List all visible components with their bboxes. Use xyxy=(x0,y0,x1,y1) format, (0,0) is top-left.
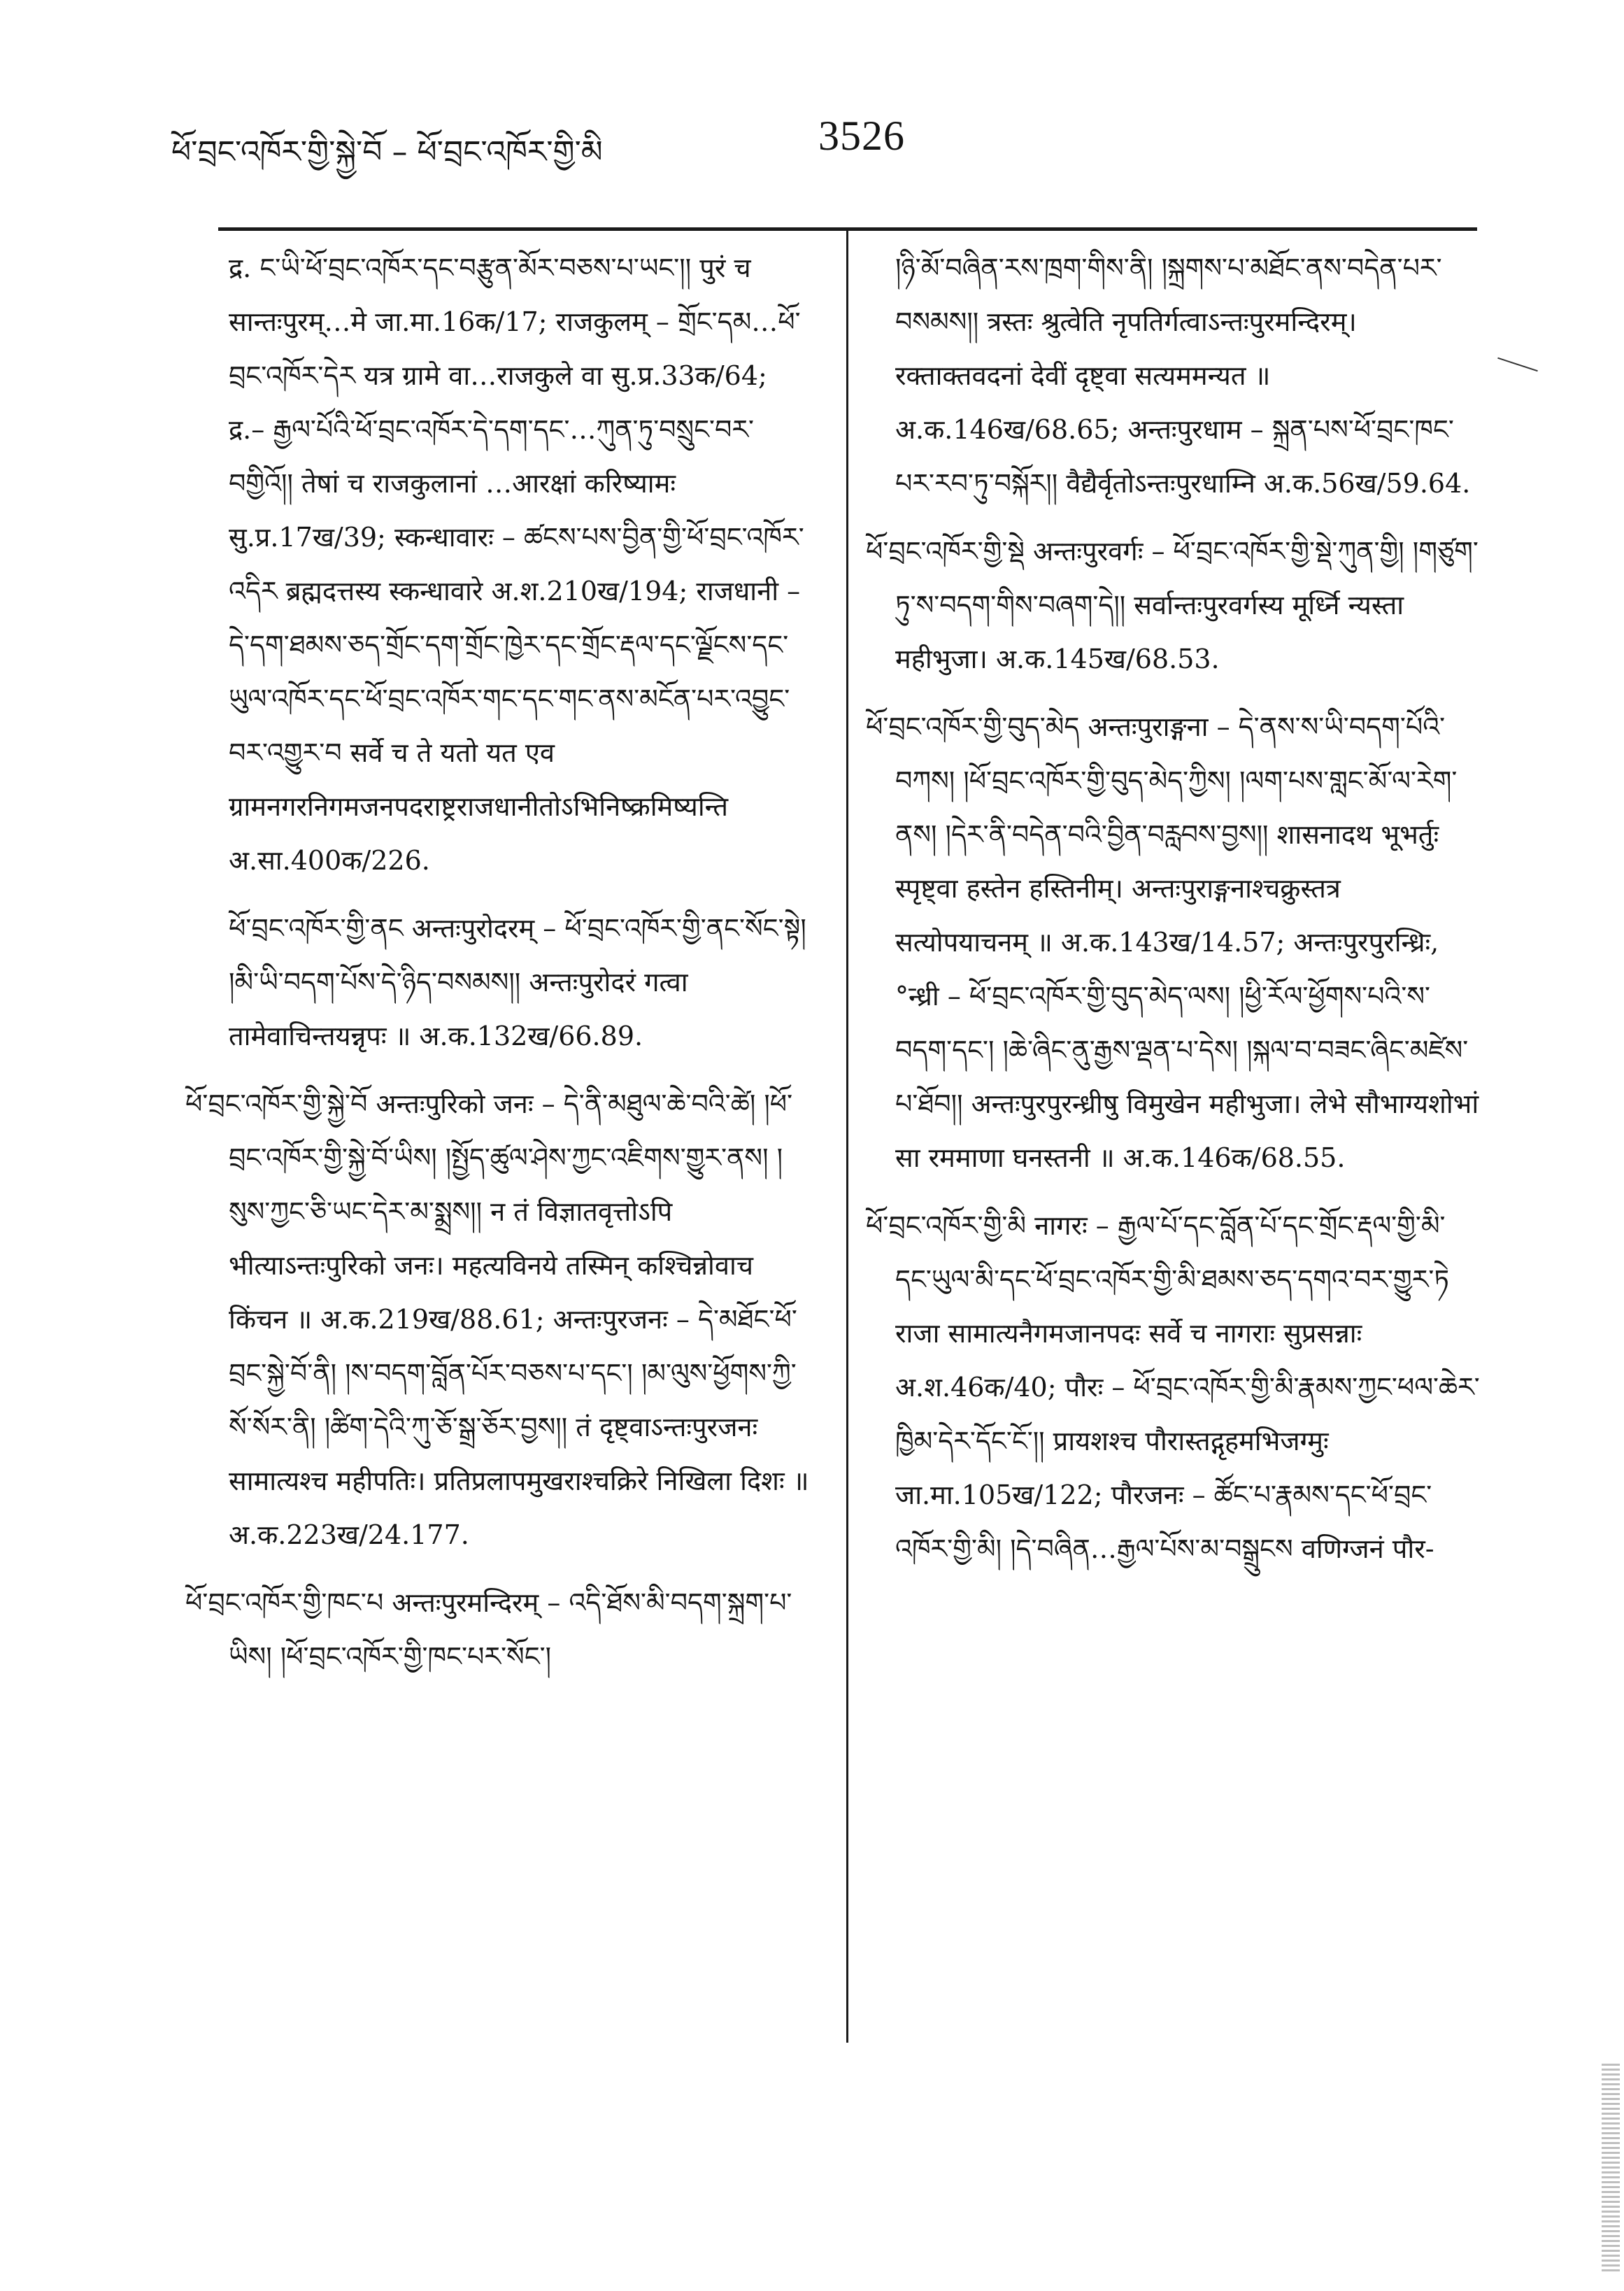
scan-edge xyxy=(1602,2064,1620,2274)
dictionary-entry: ཕོ་བྲང་འཁོར་གྱི་སྐྱེ་བོ अन्तःपुरिको जनः – དེ་ནི་མཐུལ་ཆེ་བའི་ཚེ། །ཕོ་བྲང་འཁོར་གྱི་སྐྱེ་བོ་ཡིས། །སྤྱོད་ཚུལ་ཤེས་ཀྱང་འཇིགས་གྱུར་ནས། །སུས་ཀྱང་ཅི་ཡང་དེར་མ་སྨྲས།། न तं विज्ञातवृत्तोऽपि भीत्याऽन्तःपुरिको जनः। महत्यविनये तस्मिन् कश्चिन्नोवाच किंचन ॥ अ.क.219ख/88.61; अन्तःपुरजनः – དེ་མཐོང་ཕོ་བྲང་སྐྱེ་བོ་ནི། །ས་བདག་བློན་པོར་བཅས་པ་དང་། །མ་ལུས་ཕྱོགས་ཀྱི་སོ་སོར་ནི། །ཚིག་དེའི་ཀུ་ཅོ་སྒྲ་ཅོར་བྱས།། तं दृष्ट्वाऽन्तःपुरजनः सामात्यश्च महीपतिः। प्रतिप्रलापमुखराश्चक्रिरे निखिला दिशः ॥ अ.क.223ख/24.177. xyxy=(185,1088,809,1550)
left-column xyxy=(185,241,811,1698)
dictionary-entry: ཕོ་བྲང་འཁོར་གྱི་མི नागरः – རྒྱལ་པོ་དང་བློན་པོ་དང་གྲོང་རྡལ་གྱི་མི་དང་ཡུལ་མི་དང་ཕོ་བྲང་འཁོར་གྱི་མི་ཐམས་ཅད་དགའ་བར་གྱུར་ཏེ राजा सामात्यनैगमजानपदः सर्वे च नागराः सुप्रसन्नाः अ.श.46क/40; पौरः – ཕོ་བྲང་འཁོར་གྱི་མི་རྣམས་ཀྱང་ཕལ་ཆེར་ཁྱིམ་དེར་དོང་ངོ་།། प्रायशश्च पौरास्तद्गृहमभिजग्मुः जा.मा.105ख/122; पौरजनः – ཚོང་པ་རྣམས་དང་ཕོ་བྲང་འཁོར་གྱི་མི། །དེ་བཞིན…རྒྱལ་པོས་མ་བསྒྲུངས वणिग्जनं पौर- xyxy=(866,1210,1480,1564)
dictionary-entry: ཕོ་བྲང་འཁོར་གྱི་བུད་མེད अन्तःपुराङ्गना – དེ་ནས་ས་ཡི་བདག་པོའི་བཀས། །ཕོ་བྲང་འཁོར་གྱི་བུད་མེད་ཀྱིས། །ལག་པས་གླང་མོ་ལ་རེག་ནས། །དེར་ནི་བདེན་བའི་བྱིན་བརླབས་བྱས།། शासनादथ भूभर्तुः स्पृष्ट्वा हस्तेन हस्तिनीम्। अन्तःपुराङ्गनाश्चक्रुस्तत्र सत्योपयाचनम् ॥ अ.क.143ख/14.57; अन्तःपुरपुरन्ध्रिः, °न्ध्री – ཕོ་བྲང་འཁོར་གྱི་བུད་མེད་ལས། །ཕྱི་རོལ་ཕྱོགས་པའི་ས་བདག་དང་། །ཆེ་ཞིང་ནུ་རྒྱས་ལྡན་པ་དེས། །སྐལ་བ་བཟང་ཞིང་མཛེས་པ་ཐོབ།། अन्तःपुरपुरन्ध्रीषु विमुखेन महीभुजा। लेभे सौभाग्यशोभां सा रममाणा घनस्तनी ॥ अ.क.146क/68.55. xyxy=(866,711,1479,1173)
dictionary-entry: །ཉི་མོ་བཞིན་རས་ཁྲག་གིས་ནི། །སྐྲགས་པ་མཐོང་ནས་བདེན་པར་བསམས།། त्रस्तः श्रुत्वेति नृपतिर्गत्वाऽन्तःपुरमन्दिरम्। रक्ताक्तवदनां देवीं दृष्ट्वा सत्यममन्यत ॥ अ.क.146ख/68.65; अन्तःपुरधाम – སྐྲན་པས་ཕོ་བྲང་ཁང་པར་རབ་ཏུ་བསྐོར།། वैद्यैर्वृतोऽन्तःपुरधाम्नि अ.क.56ख/59.64. xyxy=(895,253,1471,499)
running-head: ཕོ་བྲང་འཁོར་གྱི་སྐྱེ་བོ – ཕོ་བྲང་འཁོར་གྱི་མི xyxy=(171,134,603,170)
dictionary-entry: ཕོ་བྲང་འཁོར་གྱི་ཁང་པ अन्तःपुरमन्दिरम् – འདི་ཐོས་མི་བདག་སྐྲག་པ་ཡིས། །ཕོ་བྲང་འཁོར་གྱི་ཁང་པར་སོང་། xyxy=(185,1587,792,1672)
dictionary-entry: ཕོ་བྲང་འཁོར་གྱི་ནང अन्तःपुरोदरम् – ཕོ་བྲང་འཁོར་གྱི་ནང་སོང་སྟེ། །མི་ཡི་བདག་པོས་དེ་ཉིད་བསམས།། अन्तःपुरोदरं गत्वा तामेवाचिन्तयन्नृपः ॥ अ.क.132ख/66.89. xyxy=(229,913,806,1051)
column-divider xyxy=(846,231,848,2043)
dictionary-entry: ཕོ་བྲང་འཁོར་གྱི་སྡེ अन्तःपुरवर्गः – ཕོ་བྲང་འཁོར་གྱི་སྡེ་ཀུན་གྱི། །གཙུག་ཏུ་ས་བདག་གིས་བཞག་དེ།། सर्वान्तःपुरवर्गस्य मूर्ध्नि न्यस्ता महीभुजा। अ.क.145ख/68.53. xyxy=(866,536,1479,674)
margin-mark xyxy=(1497,357,1538,371)
dictionary-entry: द्र. ང་ཡི་ཕོ་བྲང་འཁོར་དང་བརྩུན་མོར་བཅས་པ་ཡང་།། पुरं च सान्तःपुरम्…मे जा.मा.16क/17; राजकुलम् – གྲོང་དམ…ཕོ་བྲང་འཁོར་དེར यत्र ग्रामे वा…राजकुले वा सु.प्र.33क/64; द्र.– རྒྱལ་པོའི་ཕོ་བྲང་འཁོར་དེ་དག་དང་…ཀུན་ཏུ་བསྲུང་བར་བགྱིའོ།། तेषां च राजकुलानां …आरक्षां करिष्यामः सु.प्र.17ख/39; स्कन्धावारः – ཚངས་པས་བྱིན་གྱི་ཕོ་བྲང་འཁོར་འདིར ब्रह्मदत्तस्य स्कन्धावारे अ.श.210ख/194; राजधानी – དེ་དག་ཐམས་ཅད་གྲོང་དག་གྲོང་ཁྱེར་དང་གྲོང་རྡལ་དང་ལྗོངས་དང་ཡུལ་འཁོར་དང་ཕོ་བྲང་འཁོར་གང་དང་གང་ནས་མངོན་པར་འབྱུང་བར་འགྱུར་བ सर्वे च ते यतो यत एव ग्रामनगरनिगमजनपदराष्ट्रराजधानीतोऽभिनिष्क्रमिष्यन्ति अ.सा.400क/226. xyxy=(229,253,804,876)
page-number: 3526 xyxy=(818,113,905,159)
right-column xyxy=(866,241,1481,1590)
